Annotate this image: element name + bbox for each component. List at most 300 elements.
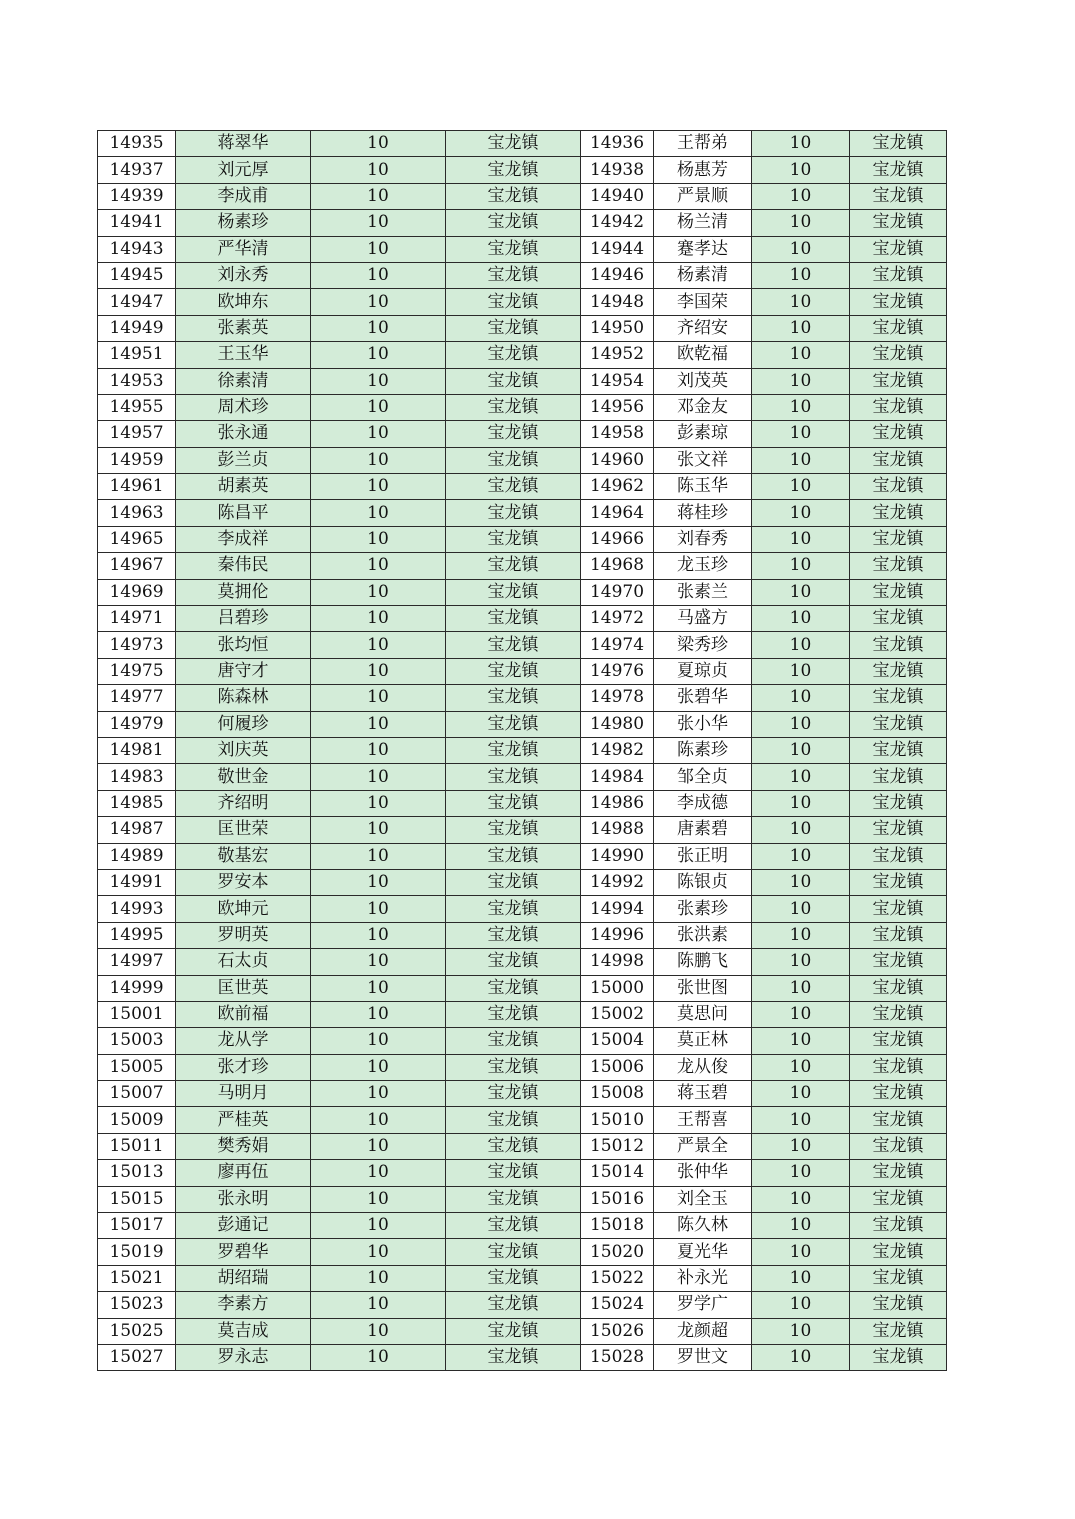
table-row bbox=[98, 1160, 947, 1186]
name-cell: 陈久林 bbox=[654, 1213, 752, 1239]
record-id-cell: 14975 bbox=[98, 658, 176, 684]
town-cell: 宝龙镇 bbox=[446, 131, 581, 157]
town-cell: 宝龙镇 bbox=[850, 737, 947, 763]
table-row bbox=[98, 394, 947, 420]
town-cell: 宝龙镇 bbox=[446, 1265, 581, 1291]
town-cell: 宝龙镇 bbox=[446, 685, 581, 711]
name-cell: 石太贞 bbox=[176, 949, 311, 975]
name-cell: 欧坤东 bbox=[176, 289, 311, 315]
amount-cell: 10 bbox=[752, 210, 850, 236]
name-cell: 陈玉华 bbox=[654, 474, 752, 500]
amount-cell: 10 bbox=[752, 1054, 850, 1080]
name-cell: 张仲华 bbox=[654, 1160, 752, 1186]
record-id-cell: 15008 bbox=[581, 1081, 654, 1107]
name-cell: 马明月 bbox=[176, 1081, 311, 1107]
town-cell: 宝龙镇 bbox=[446, 526, 581, 552]
table-row bbox=[98, 262, 947, 288]
record-id-cell: 14978 bbox=[581, 685, 654, 711]
town-cell: 宝龙镇 bbox=[850, 394, 947, 420]
town-cell: 宝龙镇 bbox=[850, 1107, 947, 1133]
town-cell: 宝龙镇 bbox=[446, 342, 581, 368]
table-row bbox=[98, 1292, 947, 1318]
record-id-cell: 15003 bbox=[98, 1028, 176, 1054]
name-cell: 张素珍 bbox=[654, 896, 752, 922]
record-id-cell: 14970 bbox=[581, 579, 654, 605]
table-row bbox=[98, 606, 947, 632]
record-id-cell: 14945 bbox=[98, 262, 176, 288]
record-id-cell: 15023 bbox=[98, 1292, 176, 1318]
record-id-cell: 14951 bbox=[98, 342, 176, 368]
name-cell: 杨素清 bbox=[654, 262, 752, 288]
name-cell: 陈素珍 bbox=[654, 737, 752, 763]
table-row bbox=[98, 1318, 947, 1344]
amount-cell: 10 bbox=[752, 737, 850, 763]
record-id-cell: 15009 bbox=[98, 1107, 176, 1133]
town-cell: 宝龙镇 bbox=[446, 843, 581, 869]
amount-cell: 10 bbox=[752, 1133, 850, 1159]
amount-cell: 10 bbox=[752, 1239, 850, 1265]
town-cell: 宝龙镇 bbox=[850, 210, 947, 236]
amount-cell: 10 bbox=[752, 1107, 850, 1133]
amount-cell: 10 bbox=[311, 975, 446, 1001]
name-cell: 严景顺 bbox=[654, 183, 752, 209]
amount-cell: 10 bbox=[311, 869, 446, 895]
amount-cell: 10 bbox=[752, 1186, 850, 1212]
record-id-cell: 14974 bbox=[581, 632, 654, 658]
name-cell: 莫正林 bbox=[654, 1028, 752, 1054]
town-cell: 宝龙镇 bbox=[850, 1239, 947, 1265]
name-cell: 罗明英 bbox=[176, 922, 311, 948]
town-cell: 宝龙镇 bbox=[850, 1001, 947, 1027]
record-id-cell: 15019 bbox=[98, 1239, 176, 1265]
name-cell: 马盛方 bbox=[654, 606, 752, 632]
name-cell: 胡素英 bbox=[176, 474, 311, 500]
record-id-cell: 15027 bbox=[98, 1344, 176, 1370]
name-cell: 欧乾福 bbox=[654, 342, 752, 368]
name-cell: 敬基宏 bbox=[176, 843, 311, 869]
town-cell: 宝龙镇 bbox=[446, 922, 581, 948]
amount-cell: 10 bbox=[752, 922, 850, 948]
town-cell: 宝龙镇 bbox=[850, 843, 947, 869]
town-cell: 宝龙镇 bbox=[850, 289, 947, 315]
town-cell: 宝龙镇 bbox=[446, 1160, 581, 1186]
table-row bbox=[98, 843, 947, 869]
amount-cell: 10 bbox=[752, 1265, 850, 1291]
record-id-cell: 14948 bbox=[581, 289, 654, 315]
name-cell: 蹇孝达 bbox=[654, 236, 752, 262]
record-id-cell: 14983 bbox=[98, 764, 176, 790]
record-id-cell: 15007 bbox=[98, 1081, 176, 1107]
amount-cell: 10 bbox=[752, 606, 850, 632]
table-row bbox=[98, 368, 947, 394]
amount-cell: 10 bbox=[752, 1318, 850, 1344]
town-cell: 宝龙镇 bbox=[446, 1054, 581, 1080]
name-cell: 张洪素 bbox=[654, 922, 752, 948]
record-id-cell: 14959 bbox=[98, 447, 176, 473]
name-cell: 欧坤元 bbox=[176, 896, 311, 922]
record-id-cell: 14986 bbox=[581, 790, 654, 816]
amount-cell: 10 bbox=[311, 949, 446, 975]
table-row bbox=[98, 1001, 947, 1027]
name-cell: 樊秀娟 bbox=[176, 1133, 311, 1159]
amount-cell: 10 bbox=[311, 1186, 446, 1212]
table-row bbox=[98, 131, 947, 157]
record-id-cell: 14982 bbox=[581, 737, 654, 763]
record-id-cell: 15000 bbox=[581, 975, 654, 1001]
amount-cell: 10 bbox=[311, 131, 446, 157]
amount-cell: 10 bbox=[311, 817, 446, 843]
name-cell: 廖再伍 bbox=[176, 1160, 311, 1186]
name-cell: 莫拥伦 bbox=[176, 579, 311, 605]
town-cell: 宝龙镇 bbox=[446, 1344, 581, 1370]
amount-cell: 10 bbox=[311, 790, 446, 816]
amount-cell: 10 bbox=[311, 685, 446, 711]
amount-cell: 10 bbox=[311, 922, 446, 948]
name-cell: 张碧华 bbox=[654, 685, 752, 711]
town-cell: 宝龙镇 bbox=[850, 1133, 947, 1159]
record-id-cell: 14949 bbox=[98, 315, 176, 341]
town-cell: 宝龙镇 bbox=[446, 1213, 581, 1239]
amount-cell: 10 bbox=[311, 1213, 446, 1239]
amount-cell: 10 bbox=[311, 236, 446, 262]
amount-cell: 10 bbox=[752, 368, 850, 394]
record-id-cell: 14955 bbox=[98, 394, 176, 420]
record-id-cell: 15025 bbox=[98, 1318, 176, 1344]
town-cell: 宝龙镇 bbox=[850, 1213, 947, 1239]
record-id-cell: 15024 bbox=[581, 1292, 654, 1318]
record-id-cell: 14954 bbox=[581, 368, 654, 394]
record-id-cell: 14964 bbox=[581, 500, 654, 526]
name-cell: 罗碧华 bbox=[176, 1239, 311, 1265]
amount-cell: 10 bbox=[311, 579, 446, 605]
name-cell: 张素英 bbox=[176, 315, 311, 341]
town-cell: 宝龙镇 bbox=[446, 289, 581, 315]
name-cell: 王帮喜 bbox=[654, 1107, 752, 1133]
amount-cell: 10 bbox=[311, 1239, 446, 1265]
record-id-cell: 14979 bbox=[98, 711, 176, 737]
amount-cell: 10 bbox=[311, 1054, 446, 1080]
name-cell: 张永明 bbox=[176, 1186, 311, 1212]
table-row bbox=[98, 342, 947, 368]
amount-cell: 10 bbox=[311, 1292, 446, 1318]
record-id-cell: 15013 bbox=[98, 1160, 176, 1186]
name-cell: 刘永秀 bbox=[176, 262, 311, 288]
record-id-cell: 14947 bbox=[98, 289, 176, 315]
record-id-cell: 15020 bbox=[581, 1239, 654, 1265]
name-cell: 何履珍 bbox=[176, 711, 311, 737]
record-id-cell: 14939 bbox=[98, 183, 176, 209]
town-cell: 宝龙镇 bbox=[850, 1265, 947, 1291]
amount-cell: 10 bbox=[752, 447, 850, 473]
town-cell: 宝龙镇 bbox=[850, 500, 947, 526]
town-cell: 宝龙镇 bbox=[850, 1160, 947, 1186]
amount-cell: 10 bbox=[311, 368, 446, 394]
table-row bbox=[98, 1107, 947, 1133]
name-cell: 邓金友 bbox=[654, 394, 752, 420]
table-row bbox=[98, 632, 947, 658]
town-cell: 宝龙镇 bbox=[850, 553, 947, 579]
name-cell: 彭素琼 bbox=[654, 421, 752, 447]
name-cell: 张小华 bbox=[654, 711, 752, 737]
name-cell: 刘春秀 bbox=[654, 526, 752, 552]
amount-cell: 10 bbox=[752, 183, 850, 209]
town-cell: 宝龙镇 bbox=[446, 368, 581, 394]
record-id-cell: 14998 bbox=[581, 949, 654, 975]
name-cell: 莫吉成 bbox=[176, 1318, 311, 1344]
name-cell: 陈森林 bbox=[176, 685, 311, 711]
town-cell: 宝龙镇 bbox=[850, 1054, 947, 1080]
amount-cell: 10 bbox=[311, 896, 446, 922]
amount-cell: 10 bbox=[311, 342, 446, 368]
amount-cell: 10 bbox=[311, 394, 446, 420]
record-id-cell: 15001 bbox=[98, 1001, 176, 1027]
amount-cell: 10 bbox=[752, 1028, 850, 1054]
record-id-cell: 14969 bbox=[98, 579, 176, 605]
name-cell: 张均恒 bbox=[176, 632, 311, 658]
table-row bbox=[98, 1081, 947, 1107]
amount-cell: 10 bbox=[752, 896, 850, 922]
name-cell: 杨素珍 bbox=[176, 210, 311, 236]
amount-cell: 10 bbox=[752, 817, 850, 843]
name-cell: 齐绍安 bbox=[654, 315, 752, 341]
record-id-cell: 14937 bbox=[98, 157, 176, 183]
name-cell: 龙从俊 bbox=[654, 1054, 752, 1080]
table-row bbox=[98, 1133, 947, 1159]
name-cell: 秦伟民 bbox=[176, 553, 311, 579]
record-id-cell: 14985 bbox=[98, 790, 176, 816]
name-cell: 唐素碧 bbox=[654, 817, 752, 843]
town-cell: 宝龙镇 bbox=[446, 949, 581, 975]
record-id-cell: 14973 bbox=[98, 632, 176, 658]
table-row bbox=[98, 764, 947, 790]
name-cell: 罗学广 bbox=[654, 1292, 752, 1318]
table-row bbox=[98, 500, 947, 526]
name-cell: 梁秀珍 bbox=[654, 632, 752, 658]
amount-cell: 10 bbox=[311, 1107, 446, 1133]
amount-cell: 10 bbox=[311, 262, 446, 288]
amount-cell: 10 bbox=[311, 1160, 446, 1186]
town-cell: 宝龙镇 bbox=[850, 315, 947, 341]
amount-cell: 10 bbox=[752, 1160, 850, 1186]
town-cell: 宝龙镇 bbox=[850, 975, 947, 1001]
table-row bbox=[98, 526, 947, 552]
record-id-cell: 15017 bbox=[98, 1213, 176, 1239]
record-id-cell: 14995 bbox=[98, 922, 176, 948]
record-id-cell: 14984 bbox=[581, 764, 654, 790]
town-cell: 宝龙镇 bbox=[446, 790, 581, 816]
town-cell: 宝龙镇 bbox=[446, 658, 581, 684]
record-id-cell: 15010 bbox=[581, 1107, 654, 1133]
town-cell: 宝龙镇 bbox=[850, 1028, 947, 1054]
name-cell: 张世图 bbox=[654, 975, 752, 1001]
town-cell: 宝龙镇 bbox=[446, 896, 581, 922]
amount-cell: 10 bbox=[752, 500, 850, 526]
amount-cell: 10 bbox=[752, 553, 850, 579]
record-id-cell: 14992 bbox=[581, 869, 654, 895]
amount-cell: 10 bbox=[752, 949, 850, 975]
town-cell: 宝龙镇 bbox=[850, 474, 947, 500]
town-cell: 宝龙镇 bbox=[446, 183, 581, 209]
town-cell: 宝龙镇 bbox=[850, 131, 947, 157]
record-id-cell: 15005 bbox=[98, 1054, 176, 1080]
amount-cell: 10 bbox=[752, 394, 850, 420]
record-id-cell: 15012 bbox=[581, 1133, 654, 1159]
town-cell: 宝龙镇 bbox=[850, 790, 947, 816]
amount-cell: 10 bbox=[752, 843, 850, 869]
table-row bbox=[98, 447, 947, 473]
town-cell: 宝龙镇 bbox=[446, 1318, 581, 1344]
record-id-cell: 14936 bbox=[581, 131, 654, 157]
record-id-cell: 14972 bbox=[581, 606, 654, 632]
town-cell: 宝龙镇 bbox=[850, 447, 947, 473]
record-id-cell: 14999 bbox=[98, 975, 176, 1001]
record-id-cell: 14980 bbox=[581, 711, 654, 737]
table-row bbox=[98, 896, 947, 922]
amount-cell: 10 bbox=[752, 658, 850, 684]
town-cell: 宝龙镇 bbox=[850, 817, 947, 843]
town-cell: 宝龙镇 bbox=[446, 210, 581, 236]
amount-cell: 10 bbox=[311, 843, 446, 869]
record-id-cell: 15021 bbox=[98, 1265, 176, 1291]
town-cell: 宝龙镇 bbox=[446, 1239, 581, 1265]
record-id-cell: 14997 bbox=[98, 949, 176, 975]
name-cell: 蒋桂珍 bbox=[654, 500, 752, 526]
table-row bbox=[98, 737, 947, 763]
record-id-cell: 14966 bbox=[581, 526, 654, 552]
record-id-cell: 15011 bbox=[98, 1133, 176, 1159]
record-id-cell: 14953 bbox=[98, 368, 176, 394]
amount-cell: 10 bbox=[752, 1344, 850, 1370]
record-id-cell: 14971 bbox=[98, 606, 176, 632]
town-cell: 宝龙镇 bbox=[850, 157, 947, 183]
roster-table bbox=[97, 130, 947, 1371]
name-cell: 李成德 bbox=[654, 790, 752, 816]
amount-cell: 10 bbox=[311, 526, 446, 552]
town-cell: 宝龙镇 bbox=[446, 606, 581, 632]
amount-cell: 10 bbox=[752, 764, 850, 790]
name-cell: 陈鹏飞 bbox=[654, 949, 752, 975]
record-id-cell: 15015 bbox=[98, 1186, 176, 1212]
table-row bbox=[98, 236, 947, 262]
record-id-cell: 14941 bbox=[98, 210, 176, 236]
amount-cell: 10 bbox=[311, 553, 446, 579]
name-cell: 彭兰贞 bbox=[176, 447, 311, 473]
record-id-cell: 14968 bbox=[581, 553, 654, 579]
record-id-cell: 14957 bbox=[98, 421, 176, 447]
record-id-cell: 14996 bbox=[581, 922, 654, 948]
table-row bbox=[98, 790, 947, 816]
record-id-cell: 14950 bbox=[581, 315, 654, 341]
record-id-cell: 15014 bbox=[581, 1160, 654, 1186]
record-id-cell: 15028 bbox=[581, 1344, 654, 1370]
record-id-cell: 14981 bbox=[98, 737, 176, 763]
amount-cell: 10 bbox=[752, 421, 850, 447]
table-row bbox=[98, 949, 947, 975]
amount-cell: 10 bbox=[752, 289, 850, 315]
amount-cell: 10 bbox=[311, 1265, 446, 1291]
record-id-cell: 14965 bbox=[98, 526, 176, 552]
town-cell: 宝龙镇 bbox=[850, 368, 947, 394]
name-cell: 张才珍 bbox=[176, 1054, 311, 1080]
amount-cell: 10 bbox=[311, 500, 446, 526]
amount-cell: 10 bbox=[311, 1028, 446, 1054]
amount-cell: 10 bbox=[752, 342, 850, 368]
name-cell: 徐素清 bbox=[176, 368, 311, 394]
record-id-cell: 14988 bbox=[581, 817, 654, 843]
table-row bbox=[98, 315, 947, 341]
roster-body bbox=[98, 131, 947, 1371]
town-cell: 宝龙镇 bbox=[850, 236, 947, 262]
name-cell: 齐绍明 bbox=[176, 790, 311, 816]
name-cell: 周术珍 bbox=[176, 394, 311, 420]
town-cell: 宝龙镇 bbox=[446, 262, 581, 288]
name-cell: 李成祥 bbox=[176, 526, 311, 552]
record-id-cell: 15026 bbox=[581, 1318, 654, 1344]
table-row bbox=[98, 1265, 947, 1291]
amount-cell: 10 bbox=[311, 606, 446, 632]
amount-cell: 10 bbox=[752, 685, 850, 711]
amount-cell: 10 bbox=[311, 315, 446, 341]
name-cell: 莫思问 bbox=[654, 1001, 752, 1027]
table-row bbox=[98, 1186, 947, 1212]
amount-cell: 10 bbox=[311, 157, 446, 183]
town-cell: 宝龙镇 bbox=[446, 315, 581, 341]
record-id-cell: 14977 bbox=[98, 685, 176, 711]
name-cell: 杨惠芳 bbox=[654, 157, 752, 183]
amount-cell: 10 bbox=[752, 1292, 850, 1318]
name-cell: 刘全玉 bbox=[654, 1186, 752, 1212]
amount-cell: 10 bbox=[311, 1133, 446, 1159]
town-cell: 宝龙镇 bbox=[850, 526, 947, 552]
name-cell: 张文祥 bbox=[654, 447, 752, 473]
table-row bbox=[98, 869, 947, 895]
record-id-cell: 15018 bbox=[581, 1213, 654, 1239]
town-cell: 宝龙镇 bbox=[446, 1107, 581, 1133]
name-cell: 龙从学 bbox=[176, 1028, 311, 1054]
name-cell: 刘茂英 bbox=[654, 368, 752, 394]
name-cell: 彭通记 bbox=[176, 1213, 311, 1239]
town-cell: 宝龙镇 bbox=[850, 262, 947, 288]
table-row bbox=[98, 157, 947, 183]
record-id-cell: 14935 bbox=[98, 131, 176, 157]
name-cell: 陈银贞 bbox=[654, 869, 752, 895]
name-cell: 唐守才 bbox=[176, 658, 311, 684]
town-cell: 宝龙镇 bbox=[850, 764, 947, 790]
record-id-cell: 14976 bbox=[581, 658, 654, 684]
town-cell: 宝龙镇 bbox=[446, 421, 581, 447]
amount-cell: 10 bbox=[752, 526, 850, 552]
table-row bbox=[98, 1213, 947, 1239]
town-cell: 宝龙镇 bbox=[850, 1318, 947, 1344]
amount-cell: 10 bbox=[752, 262, 850, 288]
town-cell: 宝龙镇 bbox=[850, 1186, 947, 1212]
amount-cell: 10 bbox=[311, 1001, 446, 1027]
town-cell: 宝龙镇 bbox=[850, 685, 947, 711]
table-row bbox=[98, 1054, 947, 1080]
town-cell: 宝龙镇 bbox=[446, 817, 581, 843]
town-cell: 宝龙镇 bbox=[446, 500, 581, 526]
table-row bbox=[98, 658, 947, 684]
name-cell: 杨兰清 bbox=[654, 210, 752, 236]
town-cell: 宝龙镇 bbox=[446, 737, 581, 763]
town-cell: 宝龙镇 bbox=[850, 421, 947, 447]
amount-cell: 10 bbox=[752, 632, 850, 658]
name-cell: 欧前福 bbox=[176, 1001, 311, 1027]
record-id-cell: 14938 bbox=[581, 157, 654, 183]
table-row bbox=[98, 1028, 947, 1054]
amount-cell: 10 bbox=[752, 315, 850, 341]
amount-cell: 10 bbox=[752, 1213, 850, 1239]
